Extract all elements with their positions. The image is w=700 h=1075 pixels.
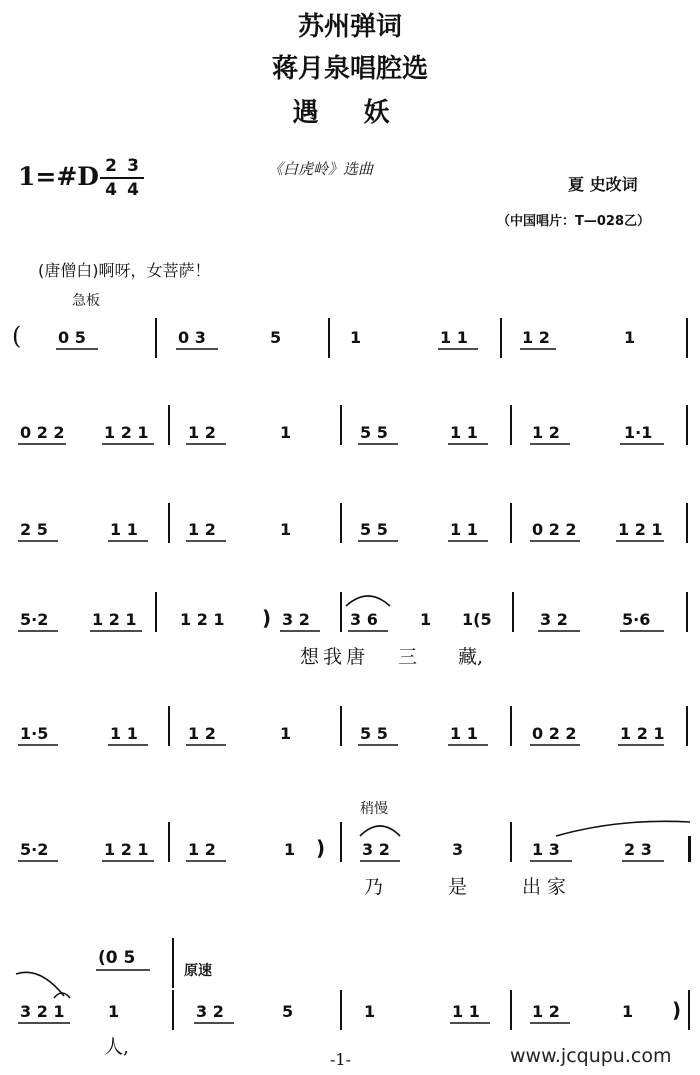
row1-note-2: 0 3 bbox=[178, 328, 206, 347]
lyric-row6-3: 出家 bbox=[522, 876, 573, 898]
slur bbox=[16, 972, 64, 996]
spoken-line: (唐僧白)啊呀，女菩萨！ bbox=[38, 261, 211, 280]
row7-note-4: 5 bbox=[282, 1002, 294, 1021]
row7-note-1: 3 2 1 bbox=[20, 1002, 65, 1021]
row1-note-5: 1 1 bbox=[440, 328, 468, 347]
slur bbox=[556, 821, 690, 836]
row6-note-8: 2 3 bbox=[624, 840, 652, 859]
row7-note-3: 3 2 bbox=[196, 1002, 224, 1021]
row2-note-7: 1 2 bbox=[532, 423, 560, 442]
row1-note-1: 0 5 bbox=[58, 328, 86, 347]
row3-note-7: 0 2 2 bbox=[532, 520, 577, 539]
row7-note-5: 1 bbox=[364, 1002, 376, 1021]
row6-note-6: 3 bbox=[452, 840, 464, 859]
collection-subtitle: 蒋月泉唱腔选 bbox=[271, 54, 428, 84]
record-number: （中国唱片：T—028乙） bbox=[497, 214, 651, 229]
row6-note-1: 5·2 bbox=[20, 840, 49, 859]
lyric-row4-3: 藏, bbox=[458, 646, 484, 668]
page-number: -1- bbox=[330, 1050, 351, 1069]
row6-note-3: 1 2 bbox=[188, 840, 216, 859]
row7-note-2: 1 bbox=[108, 1002, 120, 1021]
fermata bbox=[54, 993, 70, 998]
row4-note-9: 5·6 bbox=[622, 610, 651, 629]
row3-note-1: 2 5 bbox=[20, 520, 48, 539]
row5-note-1: 1·5 bbox=[20, 724, 49, 743]
lyric-row7-1: 人, bbox=[104, 1036, 130, 1058]
row1-note-6: 1 2 bbox=[522, 328, 550, 347]
watermark: www.jcqupu.com bbox=[510, 1045, 672, 1067]
row4-close-paren: ) bbox=[262, 606, 272, 630]
row7-note-6: 1 1 bbox=[452, 1002, 480, 1021]
song-title: 遇 妖 bbox=[292, 98, 408, 128]
row5-note-6: 1 1 bbox=[450, 724, 478, 743]
row3-note-3: 1 2 bbox=[188, 520, 216, 539]
row7-close-paren: ) bbox=[672, 998, 682, 1022]
row2-note-1: 0 2 2 bbox=[20, 423, 65, 442]
row1-note-4: 1 bbox=[350, 328, 362, 347]
row1-note-3: 5 bbox=[270, 328, 282, 347]
row2-note-4: 1 bbox=[280, 423, 292, 442]
row4-note-6: 1 bbox=[420, 610, 432, 629]
row2-note-2: 1 2 1 bbox=[104, 423, 149, 442]
row4-note-8: 3 2 bbox=[540, 610, 568, 629]
row4-note-4: 3 2 bbox=[282, 610, 310, 629]
tempo-marking-original: 原速 bbox=[184, 963, 212, 979]
row4-note-7: 1(5 bbox=[462, 610, 492, 629]
slur bbox=[346, 596, 390, 606]
row7-open-paren: (0 5 bbox=[98, 948, 136, 968]
row6-note-2: 1 2 1 bbox=[104, 840, 149, 859]
row6-note-7: 1 3 bbox=[532, 840, 560, 859]
row2-note-8: 1·1 bbox=[624, 423, 653, 442]
lyric-row4-1: 想我唐 bbox=[300, 646, 370, 668]
row3-note-4: 1 bbox=[280, 520, 292, 539]
row2-note-3: 1 2 bbox=[188, 423, 216, 442]
lyric-row6-1: 乃 bbox=[364, 876, 384, 898]
row3-note-8: 1 2 1 bbox=[618, 520, 663, 539]
lyricist-credit: 夏 史改词 bbox=[568, 175, 638, 194]
key-signature: 1=#D bbox=[18, 162, 99, 191]
slur bbox=[360, 826, 400, 836]
tempo-marking-fast: 急板 bbox=[72, 293, 100, 309]
row1-note-7: 1 bbox=[624, 328, 636, 347]
row5-note-4: 1 bbox=[280, 724, 292, 743]
row4-note-2: 1 2 1 bbox=[92, 610, 137, 629]
collection-title: 苏州弹词 bbox=[297, 12, 402, 42]
row3-note-6: 1 1 bbox=[450, 520, 478, 539]
row6-close-paren: ) bbox=[316, 836, 326, 860]
row2-note-5: 5 5 bbox=[360, 423, 388, 442]
row5-note-2: 1 1 bbox=[110, 724, 138, 743]
time2-denominator: 4 bbox=[127, 180, 139, 200]
row6-note-5: 3 2 bbox=[362, 840, 390, 859]
row6-note-4: 1 bbox=[284, 840, 296, 859]
time1-numerator: 2 bbox=[105, 156, 117, 176]
lyric-row6-2: 是 bbox=[448, 876, 468, 898]
row2-note-6: 1 1 bbox=[450, 423, 478, 442]
row5-note-5: 5 5 bbox=[360, 724, 388, 743]
tempo-marking-slower: 稍慢 bbox=[360, 801, 388, 817]
row3-note-2: 1 1 bbox=[110, 520, 138, 539]
time1-denominator: 4 bbox=[105, 180, 117, 200]
source-subtitle: 《白虎岭》选曲 bbox=[268, 160, 374, 178]
row1-open-paren: ( bbox=[12, 322, 22, 350]
lyric-row4-2: 三 bbox=[398, 646, 418, 668]
row5-note-3: 1 2 bbox=[188, 724, 216, 743]
row3-note-5: 5 5 bbox=[360, 520, 388, 539]
row5-note-8: 1 2 1 bbox=[620, 724, 665, 743]
row5-note-7: 0 2 2 bbox=[532, 724, 577, 743]
row4-note-1: 5·2 bbox=[20, 610, 49, 629]
row7-note-7: 1 2 bbox=[532, 1002, 560, 1021]
time2-numerator: 3 bbox=[127, 156, 139, 176]
row4-note-3: 1 2 1 bbox=[180, 610, 225, 629]
row4-note-5: 3 6 bbox=[350, 610, 378, 629]
row7-note-8: 1 bbox=[622, 1002, 634, 1021]
